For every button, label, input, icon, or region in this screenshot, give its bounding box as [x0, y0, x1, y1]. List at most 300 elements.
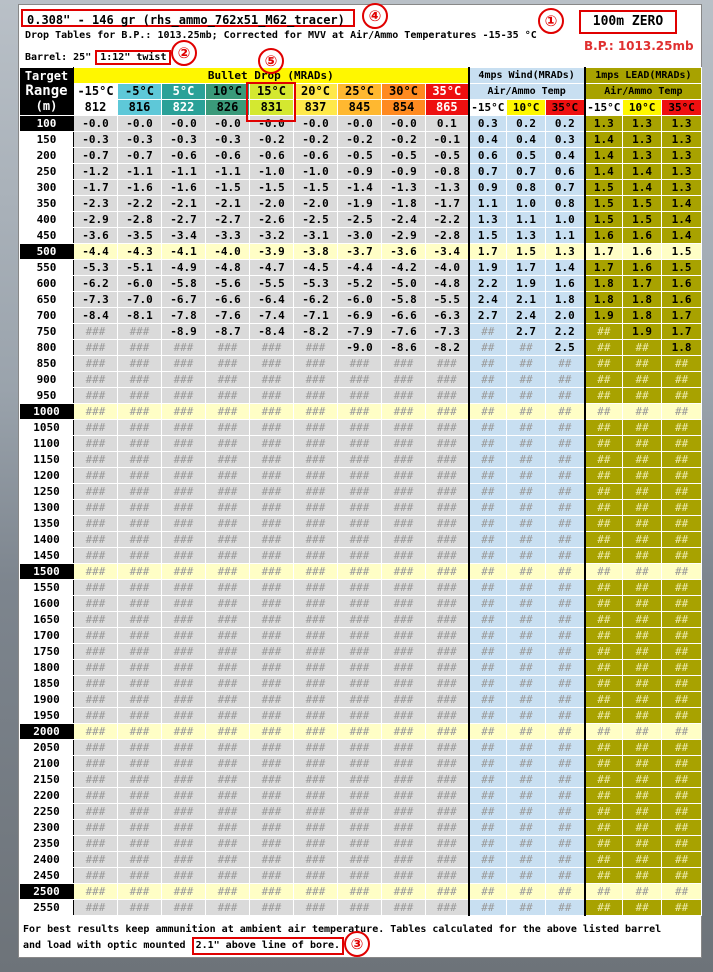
drop-cell: ### [338, 644, 382, 660]
range-cell: 1300 [20, 500, 74, 516]
lead-cell: ## [623, 708, 662, 724]
drop-cell: -1.4 [338, 180, 382, 196]
drop-cell: ### [382, 676, 426, 692]
mvv-1: 816 [118, 100, 162, 116]
drop-cell: ### [338, 836, 382, 852]
table-row [20, 340, 702, 356]
range-cell: 1400 [20, 532, 74, 548]
mvv-4: 831 [250, 100, 294, 116]
table-row [20, 196, 702, 212]
drop-cell: ### [206, 500, 250, 516]
drop-cell: ### [162, 644, 206, 660]
wind-cell: ## [546, 756, 585, 772]
wind-cell: ## [546, 772, 585, 788]
drop-cell: ### [338, 772, 382, 788]
lead-cell: ## [585, 580, 623, 596]
drop-cell: ### [382, 660, 426, 676]
drop-cell: ### [426, 676, 469, 692]
drop-cell: ### [250, 756, 294, 772]
drop-cell: -0.5 [426, 148, 469, 164]
range-cell: 2250 [20, 804, 74, 820]
lead-cell: ## [623, 340, 662, 356]
lead-cell: ## [623, 484, 662, 500]
wind-cell: 0.4 [507, 132, 546, 148]
wind-cell: ## [469, 676, 507, 692]
drop-cell: ### [250, 452, 294, 468]
wind-cell: 0.5 [507, 148, 546, 164]
lead-cell: ## [662, 644, 702, 660]
wind-cell: 0.4 [469, 132, 507, 148]
drop-cell: ### [162, 580, 206, 596]
lead-cell: ## [623, 804, 662, 820]
range-cell: 2100 [20, 756, 74, 772]
lead-temp-0: -15°C [585, 100, 623, 116]
wind-temp-1: 10°C [507, 100, 546, 116]
range-cell: 1800 [20, 660, 74, 676]
lead-cell: ## [623, 452, 662, 468]
drop-cell: ### [250, 692, 294, 708]
wind-cell: ## [469, 580, 507, 596]
wind-cell: ## [507, 564, 546, 580]
drop-cell: ### [206, 516, 250, 532]
drop-cell: ### [206, 820, 250, 836]
lead-cell: ## [585, 324, 623, 340]
lead-cell: ## [623, 676, 662, 692]
drop-cell: -7.0 [118, 292, 162, 308]
drop-cell: ### [206, 804, 250, 820]
lead-cell: ## [623, 548, 662, 564]
drop-cell: ### [250, 516, 294, 532]
drop-cell: ### [338, 740, 382, 756]
table-row [20, 180, 702, 196]
drop-cell: -0.0 [74, 116, 118, 132]
wind-cell: 2.1 [507, 292, 546, 308]
drop-cell: ### [338, 564, 382, 580]
lead-cell: ## [585, 676, 623, 692]
drop-cell: ### [74, 852, 118, 868]
annotation-1: ① [538, 8, 564, 34]
drop-cell: ### [426, 628, 469, 644]
drop-cell: -5.5 [426, 292, 469, 308]
wind-cell: ## [507, 532, 546, 548]
drop-cell: ### [382, 820, 426, 836]
footer-line-1: For best results keep ammunition at ambient air temperature. Tables calculated for the above listed barrel [23, 924, 662, 935]
drop-cell: -2.6 [250, 212, 294, 228]
drop-cell: ### [250, 900, 294, 916]
drop-cell: -2.9 [74, 212, 118, 228]
lead-cell: ## [662, 596, 702, 612]
range-cell: 1050 [20, 420, 74, 436]
lead-cell: ## [662, 516, 702, 532]
range-cell: 350 [20, 196, 74, 212]
lead-cell: ## [623, 628, 662, 644]
drop-cell: ### [206, 436, 250, 452]
table-row [20, 212, 702, 228]
drop-cell: ### [206, 580, 250, 596]
drop-cell: ### [250, 580, 294, 596]
lead-cell: 1.4 [662, 196, 702, 212]
drop-cell: ### [426, 772, 469, 788]
drop-cell: ### [426, 548, 469, 564]
drop-cell: ### [382, 532, 426, 548]
wind-temp-0: -15°C [469, 100, 507, 116]
wind-cell: ## [546, 836, 585, 852]
drop-cell: -2.9 [382, 228, 426, 244]
table-subtitle: Drop Tables for B.P.: 1013.25mb; Corrected for MVV at Air/Ammo Temperatures -15-35 °C [25, 30, 537, 41]
drop-cell: ### [338, 868, 382, 884]
drop-cell: ### [206, 836, 250, 852]
drop-cell: ### [382, 724, 426, 740]
drop-cell: ### [74, 596, 118, 612]
drop-cell: ### [338, 820, 382, 836]
drop-cell: -0.8 [426, 164, 469, 180]
drop-cell: ### [162, 724, 206, 740]
table-row [20, 740, 702, 756]
range-cell: 650 [20, 292, 74, 308]
wind-cell: 2.2 [469, 276, 507, 292]
wind-cell: ## [507, 900, 546, 916]
drop-cell: ### [162, 436, 206, 452]
wind-cell: ## [507, 468, 546, 484]
lead-cell: ## [662, 900, 702, 916]
table-row [20, 836, 702, 852]
drop-cell: ### [206, 420, 250, 436]
lead-cell: ## [623, 596, 662, 612]
wind-cell: 1.1 [469, 196, 507, 212]
wind-cell: ## [507, 692, 546, 708]
wind-cell: ## [507, 660, 546, 676]
drop-cell: ### [382, 564, 426, 580]
drop-cell: -0.5 [338, 148, 382, 164]
drop-cell: ### [206, 724, 250, 740]
table-row [20, 820, 702, 836]
wind-cell: 0.2 [507, 116, 546, 132]
drop-cell: ### [382, 772, 426, 788]
lead-cell: 1.6 [662, 292, 702, 308]
lead-cell: ## [585, 852, 623, 868]
wind-cell: ## [546, 628, 585, 644]
drop-cell: -1.8 [382, 196, 426, 212]
wind-cell: ## [546, 372, 585, 388]
range-cell: 600 [20, 276, 74, 292]
drop-cell: -0.0 [382, 116, 426, 132]
lead-cell: ## [585, 436, 623, 452]
drop-cell: ### [118, 708, 162, 724]
lead-cell: ## [585, 756, 623, 772]
lead-cell: ## [623, 516, 662, 532]
table-row [20, 148, 702, 164]
drop-cell: -2.7 [206, 212, 250, 228]
annotation-2: ② [171, 40, 197, 66]
drop-cell: ### [118, 836, 162, 852]
wind-cell: ## [507, 804, 546, 820]
bore-height: 2.1" above line of bore. [192, 937, 345, 955]
drop-cell: -2.2 [426, 212, 469, 228]
drop-cell: -9.0 [338, 340, 382, 356]
wind-cell: ## [469, 532, 507, 548]
wind-temp-2: 35°C [546, 100, 585, 116]
lead-cell: ## [623, 756, 662, 772]
drop-cell: ### [426, 404, 469, 420]
drop-cell: -6.9 [338, 308, 382, 324]
drop-cell: ### [294, 756, 338, 772]
lead-cell: 1.3 [662, 164, 702, 180]
lead-cell: 1.4 [585, 164, 623, 180]
drop-cell: ### [118, 820, 162, 836]
lead-cell: ## [585, 452, 623, 468]
drop-cell: ### [162, 756, 206, 772]
drop-cell: ### [74, 772, 118, 788]
table-row [20, 724, 702, 740]
drop-cell: ### [74, 900, 118, 916]
range-cell: 2350 [20, 836, 74, 852]
highlight-15c-box [246, 82, 296, 122]
wind-cell: ## [507, 724, 546, 740]
lead-cell: ## [662, 420, 702, 436]
lead-cell: ## [662, 612, 702, 628]
drop-cell: ### [294, 372, 338, 388]
wind-cell: ## [469, 884, 507, 900]
drop-cell: ### [426, 468, 469, 484]
drop-cell: ### [338, 708, 382, 724]
wind-cell: 1.9 [507, 276, 546, 292]
drop-cell: ### [382, 788, 426, 804]
drop-cell: -0.0 [294, 116, 338, 132]
wind-cell: ## [469, 548, 507, 564]
lead-cell: ## [585, 884, 623, 900]
lead-cell: ## [623, 644, 662, 660]
lead-cell: ## [585, 900, 623, 916]
drop-cell: ### [74, 516, 118, 532]
lead-cell: ## [662, 884, 702, 900]
drop-cell: ### [206, 900, 250, 916]
drop-cell: ### [250, 388, 294, 404]
drop-cell: -4.9 [162, 260, 206, 276]
lead-cell: ## [662, 708, 702, 724]
wind-cell: 0.9 [469, 180, 507, 196]
drop-cell: -0.0 [338, 116, 382, 132]
drop-cell: -0.6 [250, 148, 294, 164]
drop-cell: ### [74, 372, 118, 388]
range-cell: 100 [20, 116, 74, 132]
wind-cell: ## [507, 708, 546, 724]
drop-cell: ### [426, 804, 469, 820]
lead-cell: ## [623, 612, 662, 628]
lead-cell: ## [585, 564, 623, 580]
drop-cell: ### [162, 772, 206, 788]
wind-cell: ## [469, 836, 507, 852]
range-header-1: Target [24, 69, 69, 83]
mvv-8: 865 [426, 100, 469, 116]
drop-cell: ### [338, 692, 382, 708]
lead-cell: 1.4 [662, 228, 702, 244]
wind-cell: ## [507, 820, 546, 836]
wind-cell: ## [546, 404, 585, 420]
temp-header-8: 35°C [426, 84, 469, 100]
lead-cell: ## [662, 372, 702, 388]
bp-label: B.P.: 1013.25mb [584, 39, 694, 53]
drop-cell: ### [162, 900, 206, 916]
drop-cell: ### [74, 628, 118, 644]
lead-cell: ## [623, 580, 662, 596]
lead-cell: 1.3 [623, 148, 662, 164]
drop-cell: -4.2 [382, 260, 426, 276]
drop-cell: ### [74, 420, 118, 436]
lead-cell: 1.3 [585, 116, 623, 132]
drop-cell: -0.0 [250, 116, 294, 132]
drop-cell: ### [162, 740, 206, 756]
drop-cell: ### [74, 484, 118, 500]
lead-cell: 1.3 [662, 132, 702, 148]
lead-temp-2: 35°C [662, 100, 702, 116]
drop-cell: ### [382, 388, 426, 404]
drop-cell: -3.1 [294, 228, 338, 244]
lead-cell: ## [623, 420, 662, 436]
wind-cell: ## [546, 484, 585, 500]
wind-cell: ## [469, 564, 507, 580]
drop-cell: ### [118, 372, 162, 388]
wind-cell: 0.7 [507, 164, 546, 180]
drop-cell: -2.0 [294, 196, 338, 212]
lead-cell: ## [662, 580, 702, 596]
drop-cell: ### [74, 660, 118, 676]
lead-cell: ## [585, 836, 623, 852]
wind-cell: 2.4 [469, 292, 507, 308]
drop-cell: ### [426, 564, 469, 580]
wind-cell: ## [469, 340, 507, 356]
drop-cell: ### [250, 532, 294, 548]
drop-cell: ### [118, 596, 162, 612]
drop-cell: ### [250, 612, 294, 628]
drop-cell: -0.6 [206, 148, 250, 164]
lead-cell: ## [623, 724, 662, 740]
wind-cell: ## [546, 580, 585, 596]
drop-cell: ### [382, 612, 426, 628]
range-cell: 450 [20, 228, 74, 244]
drop-cell: ### [382, 500, 426, 516]
lead-cell: 1.4 [623, 180, 662, 196]
wind-cell: ## [469, 868, 507, 884]
drop-cell: ### [338, 884, 382, 900]
drop-cell: ### [74, 724, 118, 740]
drop-cell: -2.8 [118, 212, 162, 228]
lead-cell: ## [662, 500, 702, 516]
drop-cell: -0.2 [338, 132, 382, 148]
range-cell: 2150 [20, 772, 74, 788]
drop-cell: ### [118, 532, 162, 548]
lead-cell: 1.5 [585, 180, 623, 196]
wind-cell: ## [469, 596, 507, 612]
wind-cell: ## [507, 676, 546, 692]
drop-cell: ### [162, 820, 206, 836]
zero-label: 100m ZERO [579, 10, 677, 34]
lead-cell: ## [585, 772, 623, 788]
drop-cell: ### [118, 452, 162, 468]
lead-cell: ## [662, 484, 702, 500]
wind-cell: ## [507, 836, 546, 852]
table-row [20, 500, 702, 516]
drop-cell: ### [338, 788, 382, 804]
drop-cell: -0.9 [382, 164, 426, 180]
lead-cell: 1.5 [623, 212, 662, 228]
lead-cell: ## [585, 660, 623, 676]
wind-cell: ## [469, 356, 507, 372]
lead-cell: ## [623, 692, 662, 708]
drop-cell: ### [426, 900, 469, 916]
lead-cell: ## [585, 468, 623, 484]
drop-cell: ### [338, 516, 382, 532]
drop-cell: ### [118, 804, 162, 820]
drop-cell: -1.7 [74, 180, 118, 196]
drop-cell: ### [162, 708, 206, 724]
drop-cell: -3.2 [250, 228, 294, 244]
wind-cell: ## [546, 900, 585, 916]
drop-cell: ### [118, 772, 162, 788]
drop-cell: ### [294, 404, 338, 420]
lead-cell: ## [623, 836, 662, 852]
drop-cell: -3.4 [426, 244, 469, 260]
drop-cell: -0.5 [382, 148, 426, 164]
drop-cell: ### [250, 676, 294, 692]
drop-cell: ### [250, 868, 294, 884]
drop-cell: ### [118, 612, 162, 628]
wind-cell: 2.7 [507, 324, 546, 340]
drop-cell: ### [206, 884, 250, 900]
table-row [20, 164, 702, 180]
wind-cell: ## [469, 692, 507, 708]
wind-cell: ## [507, 420, 546, 436]
drop-cell: ### [426, 532, 469, 548]
lead-cell: ## [662, 836, 702, 852]
table-row [20, 308, 702, 324]
range-cell: 1550 [20, 580, 74, 596]
drop-cell: ### [74, 324, 118, 340]
wind-cell: ## [507, 356, 546, 372]
wind-cell: 0.3 [469, 116, 507, 132]
lead-cell: 1.3 [623, 132, 662, 148]
lead-cell: ## [662, 756, 702, 772]
wind-cell: ## [546, 820, 585, 836]
wind-cell: 2.0 [546, 308, 585, 324]
range-cell: 800 [20, 340, 74, 356]
drop-cell: ### [118, 516, 162, 532]
range-cell: 2450 [20, 868, 74, 884]
drop-cell: ### [118, 628, 162, 644]
wind-cell: ## [507, 868, 546, 884]
wind-cell: ## [507, 484, 546, 500]
table-row [20, 452, 702, 468]
table-row [20, 612, 702, 628]
wind-cell: 1.1 [546, 228, 585, 244]
drop-cell: ### [382, 548, 426, 564]
drop-cell: ### [382, 452, 426, 468]
wind-air-ammo-label: Air/Ammo Temp [469, 84, 585, 100]
lead-cell: 1.9 [585, 308, 623, 324]
wind-cell: ## [469, 436, 507, 452]
drop-cell: ### [426, 868, 469, 884]
table-row [20, 596, 702, 612]
lead-cell: ## [623, 820, 662, 836]
drop-cell: -6.0 [338, 292, 382, 308]
lead-cell: ## [662, 772, 702, 788]
drop-cell: ### [382, 884, 426, 900]
drop-cell: ### [294, 852, 338, 868]
wind-cell: ## [507, 628, 546, 644]
lead-cell: ## [585, 388, 623, 404]
range-cell: 1150 [20, 452, 74, 468]
lead-cell: ## [662, 868, 702, 884]
drop-cell: ### [294, 788, 338, 804]
